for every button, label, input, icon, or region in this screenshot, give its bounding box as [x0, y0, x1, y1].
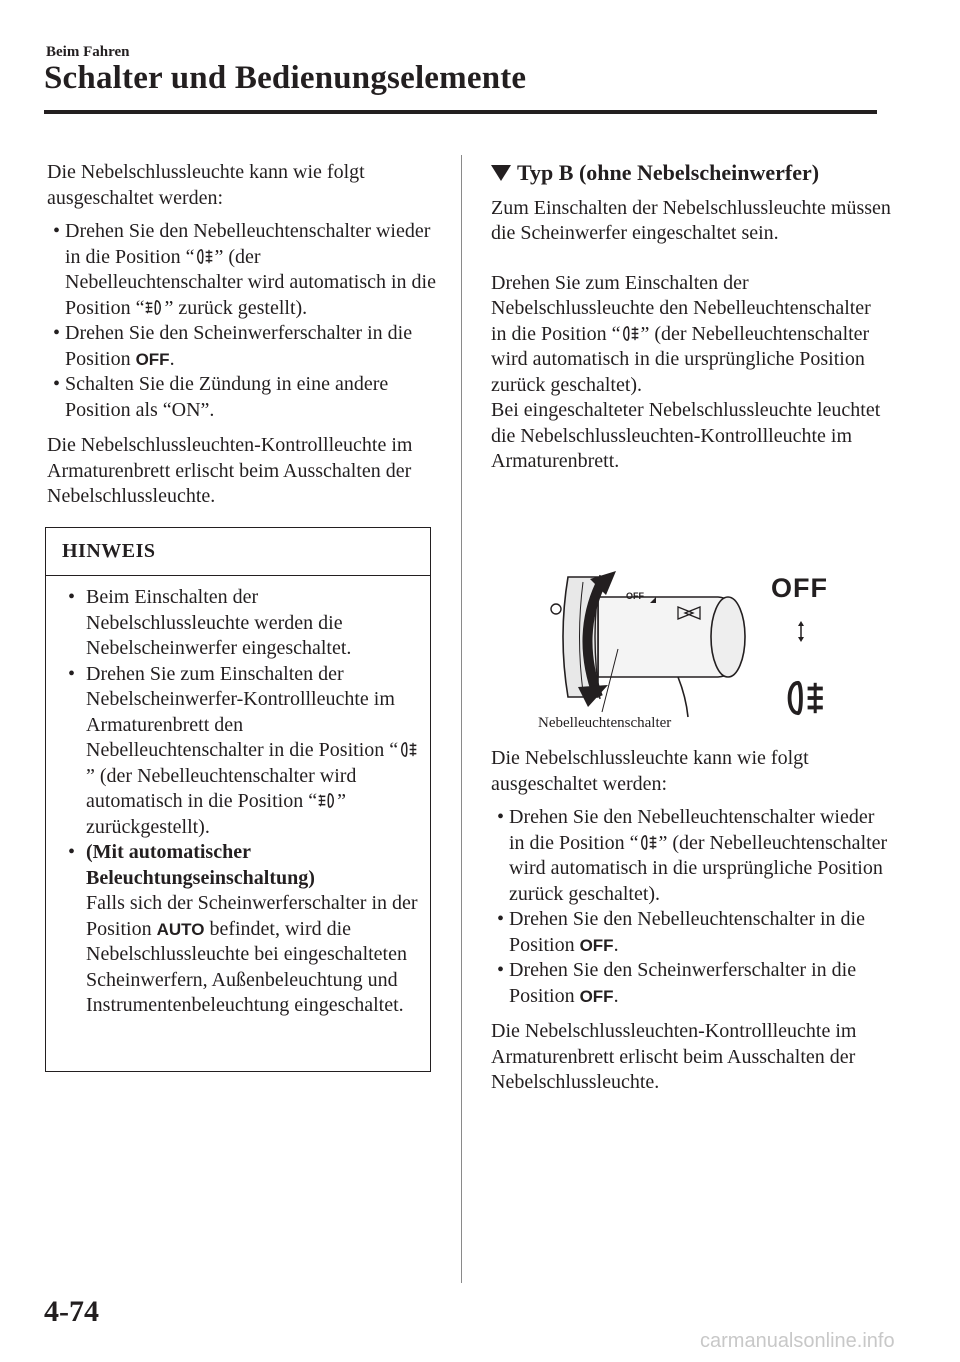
- note-box: [45, 527, 431, 1072]
- list-item: • Schalten Sie die Zündung in eine andere Position als “ON”.: [53, 373, 389, 421]
- right-intro-2: Die Nebelschlussleuchte kann wie folgt ausgeschaltet werden:: [491, 747, 809, 795]
- list-item: • Drehen Sie zum Einschalten der Nebelscheinwerfer-Kontrollleuchte im Armaturenbrett den Nebelleuchtenschalter in die Position “” (der Nebelleuchtenschalter wird automatisch in die Position “ ” zurückgestellt).: [64, 662, 422, 841]
- watermark-text: carmanualsonline.info: [700, 1330, 895, 1352]
- page-number: 4-74: [44, 1295, 99, 1328]
- rear-fog-light-icon: [620, 325, 640, 342]
- page-title: Schalter und Bedienungselemente: [44, 60, 527, 96]
- figure-caption-label: Nebelleuchtenschalter: [538, 715, 672, 731]
- rear-fog-light-icon: [194, 248, 214, 265]
- list-item: • (Mit automatischer Beleuchtungseinschaltung) Falls sich der Scheinwerferschalter in der Position AUTO befindet, wird die Nebelschlussleuchte bei eingeschalteten Scheinwerfern, Außenbeleuchtung und Instrumentenbeleuchtung eingeschaltet.: [68, 841, 418, 1016]
- list-item: • Drehen Sie den Nebelleuchtenschalter in die Position OFF.: [497, 908, 865, 956]
- list-item: • Drehen Sie den Scheinwerferschalter in die Position OFF.: [497, 959, 857, 1007]
- list-item: • Beim Einschalten der Nebelschlussleuchte werden die Nebelscheinwerfer eingeschaltet.: [68, 586, 352, 659]
- front-fog-light-icon: [144, 299, 164, 316]
- rear-fog-light-icon: [398, 741, 418, 758]
- note-title: HINWEIS: [62, 540, 156, 562]
- figure-off-label: OFF: [771, 573, 828, 603]
- front-fog-light-icon: [317, 792, 337, 809]
- left-bullet-list: [47, 219, 439, 423]
- left-intro: Die Nebelschlussleuchte kann wie folgt ausgeschaltet werden:: [47, 161, 365, 209]
- right-outro: Die Nebelschlussleuchten-Kontrollleuchte im Armaturenbrett erlischt beim Ausschalten der Nebelschlussleuchte.: [491, 1020, 857, 1093]
- right-bullet-list: [491, 805, 891, 1009]
- off-symbol: OFF: [135, 349, 170, 369]
- right-column: [491, 160, 891, 483]
- left-column: [47, 160, 439, 518]
- off-symbol: OFF: [579, 935, 614, 955]
- right-para-2: Drehen Sie zum Einschalten der Nebelschlussleuchte den Nebelleuchtenschalter in die Position “ ” (der Nebelleuchtenschalter wird automatisch in die ursprüngliche Position zurück geschaltet).: [491, 271, 871, 396]
- list-item: • Drehen Sie den Nebelleuchtenschalter wieder in die Position “ ” (der Nebelleuchtenschalter wird automatisch in die ursprüngliche Position zurück geschaltet).: [497, 806, 888, 905]
- column-divider: [461, 155, 462, 1283]
- note-separator: [46, 575, 430, 576]
- list-item: • Drehen Sie den Scheinwerferschalter in die Position OFF.: [53, 322, 413, 370]
- section-heading: Typ B (ohne Nebelscheinwerfer): [491, 160, 891, 186]
- right-para-3: Bei eingeschalteter Nebelschlussleuchte leuchtet die Nebelschlussleuchten-Kontrollleuchte im Armaturenbrett.: [491, 399, 881, 472]
- note-body: [64, 585, 422, 1019]
- rear-fog-light-icon: [638, 834, 658, 851]
- section-label: Beim Fahren: [46, 44, 130, 60]
- header-rule: [44, 110, 877, 114]
- left-outro: Die Nebelschlussleuchten-Kontrollleuchte im Armaturenbrett erlischt beim Ausschalten der Nebelschlussleuchte.: [47, 434, 413, 507]
- right-column-lower: [491, 746, 891, 1104]
- auto-symbol: AUTO: [156, 919, 205, 939]
- off-symbol: OFF: [579, 986, 614, 1006]
- list-item: • Drehen Sie den Nebelleuchtenschalter wieder in die Position “ ” (der Nebelleuchtenschalter wird automatisch in die Position “ ” zurück gestellt).: [53, 220, 436, 319]
- svg-text:OFF: OFF: [626, 591, 644, 601]
- triangle-marker-icon: [491, 165, 511, 181]
- right-para-1: Zum Einschalten der Nebelschlussleuchte müssen die Scheinwerfer eingeschaltet sein.: [491, 196, 891, 244]
